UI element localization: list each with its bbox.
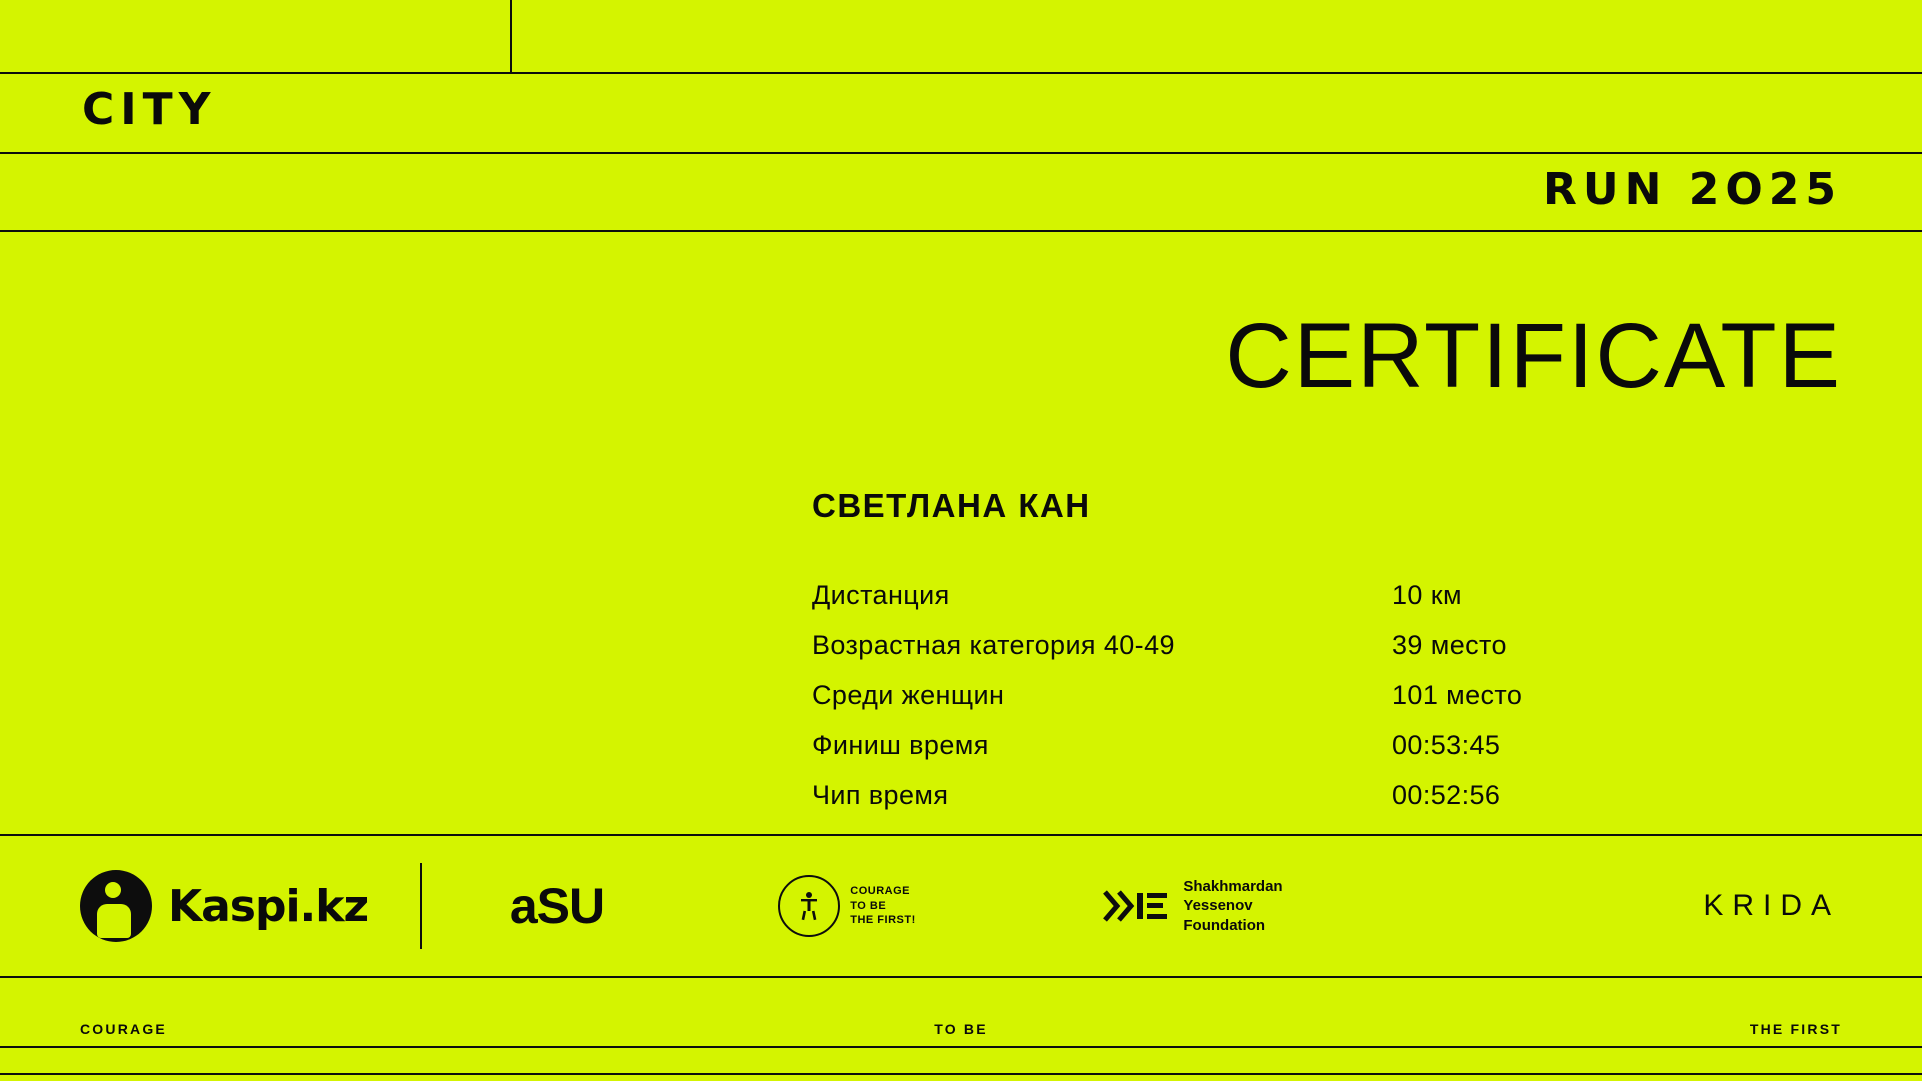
courage-fund-badge-icon bbox=[778, 875, 840, 937]
divider-line-6 bbox=[0, 1046, 1922, 1048]
asu-wordmark: aSU bbox=[509, 878, 605, 934]
result-value: 39 место bbox=[1392, 629, 1507, 660]
result-label: Возрастная категория 40-49 bbox=[812, 629, 1175, 660]
kaspi-logo-icon bbox=[80, 870, 152, 942]
brand-run-year: RUN 2O25 bbox=[1542, 164, 1842, 215]
sponsor-bar bbox=[0, 836, 1922, 976]
table-row bbox=[812, 670, 1552, 720]
yessenov-text bbox=[1183, 877, 1282, 936]
courage-fund-line-1: COURAGE bbox=[850, 884, 910, 897]
courage-fund-line-3: THE FIRST! bbox=[850, 914, 916, 927]
kaspi-wordmark: Kaspi.kz bbox=[168, 880, 369, 932]
results-table bbox=[812, 570, 1552, 820]
divider-line-2 bbox=[0, 152, 1922, 154]
result-label: Финиш время bbox=[812, 729, 989, 760]
table-row bbox=[812, 570, 1552, 620]
result-label: Чип время bbox=[812, 779, 949, 810]
footer-slogan bbox=[0, 1012, 1922, 1046]
footer-left: COURAGE bbox=[80, 1021, 167, 1037]
yessenov-line-2: Yessenov bbox=[1183, 897, 1253, 915]
divider-line-5 bbox=[0, 976, 1922, 978]
footer-right: THE FIRST bbox=[1749, 1021, 1842, 1037]
courage-fund-line-2: TO BE bbox=[850, 899, 887, 912]
result-value: 00:52:56 bbox=[1392, 779, 1501, 810]
result-label: Среди женщин bbox=[812, 679, 1005, 710]
divider-line-1 bbox=[0, 72, 1922, 74]
yessenov-line-3: Foundation bbox=[1183, 916, 1266, 934]
page-title: CERTIFICATE bbox=[1225, 305, 1842, 407]
yessenov-line-1: Shakhmardan bbox=[1183, 877, 1283, 895]
table-row bbox=[812, 620, 1552, 670]
runner-figure-icon bbox=[799, 891, 819, 921]
result-value: 00:53:45 bbox=[1392, 729, 1501, 760]
divider-line-3 bbox=[0, 230, 1922, 232]
sponsor-asu bbox=[422, 836, 692, 976]
sponsor-yessenov-foundation bbox=[1002, 836, 1382, 976]
footer-center: TO BE bbox=[934, 1021, 988, 1037]
brand-city: CITY bbox=[82, 84, 217, 135]
sponsor-courage-fund bbox=[692, 836, 1002, 976]
courage-fund-text bbox=[850, 884, 916, 929]
result-value: 10 км bbox=[1392, 579, 1462, 610]
yessenov-logo-icon bbox=[1101, 886, 1171, 926]
table-row bbox=[812, 720, 1552, 770]
sponsor-krida bbox=[1382, 836, 1922, 976]
athlete-name: СВЕТЛАНА КАН bbox=[812, 487, 1091, 524]
krida-wordmark: KRIDA bbox=[1703, 889, 1840, 922]
result-value: 101 место bbox=[1392, 679, 1523, 710]
divider-line-7 bbox=[0, 1073, 1922, 1075]
vertical-divider-top bbox=[510, 0, 512, 72]
result-label: Дистанция bbox=[812, 579, 950, 610]
table-row bbox=[812, 770, 1552, 820]
sponsor-kaspi bbox=[0, 836, 420, 976]
